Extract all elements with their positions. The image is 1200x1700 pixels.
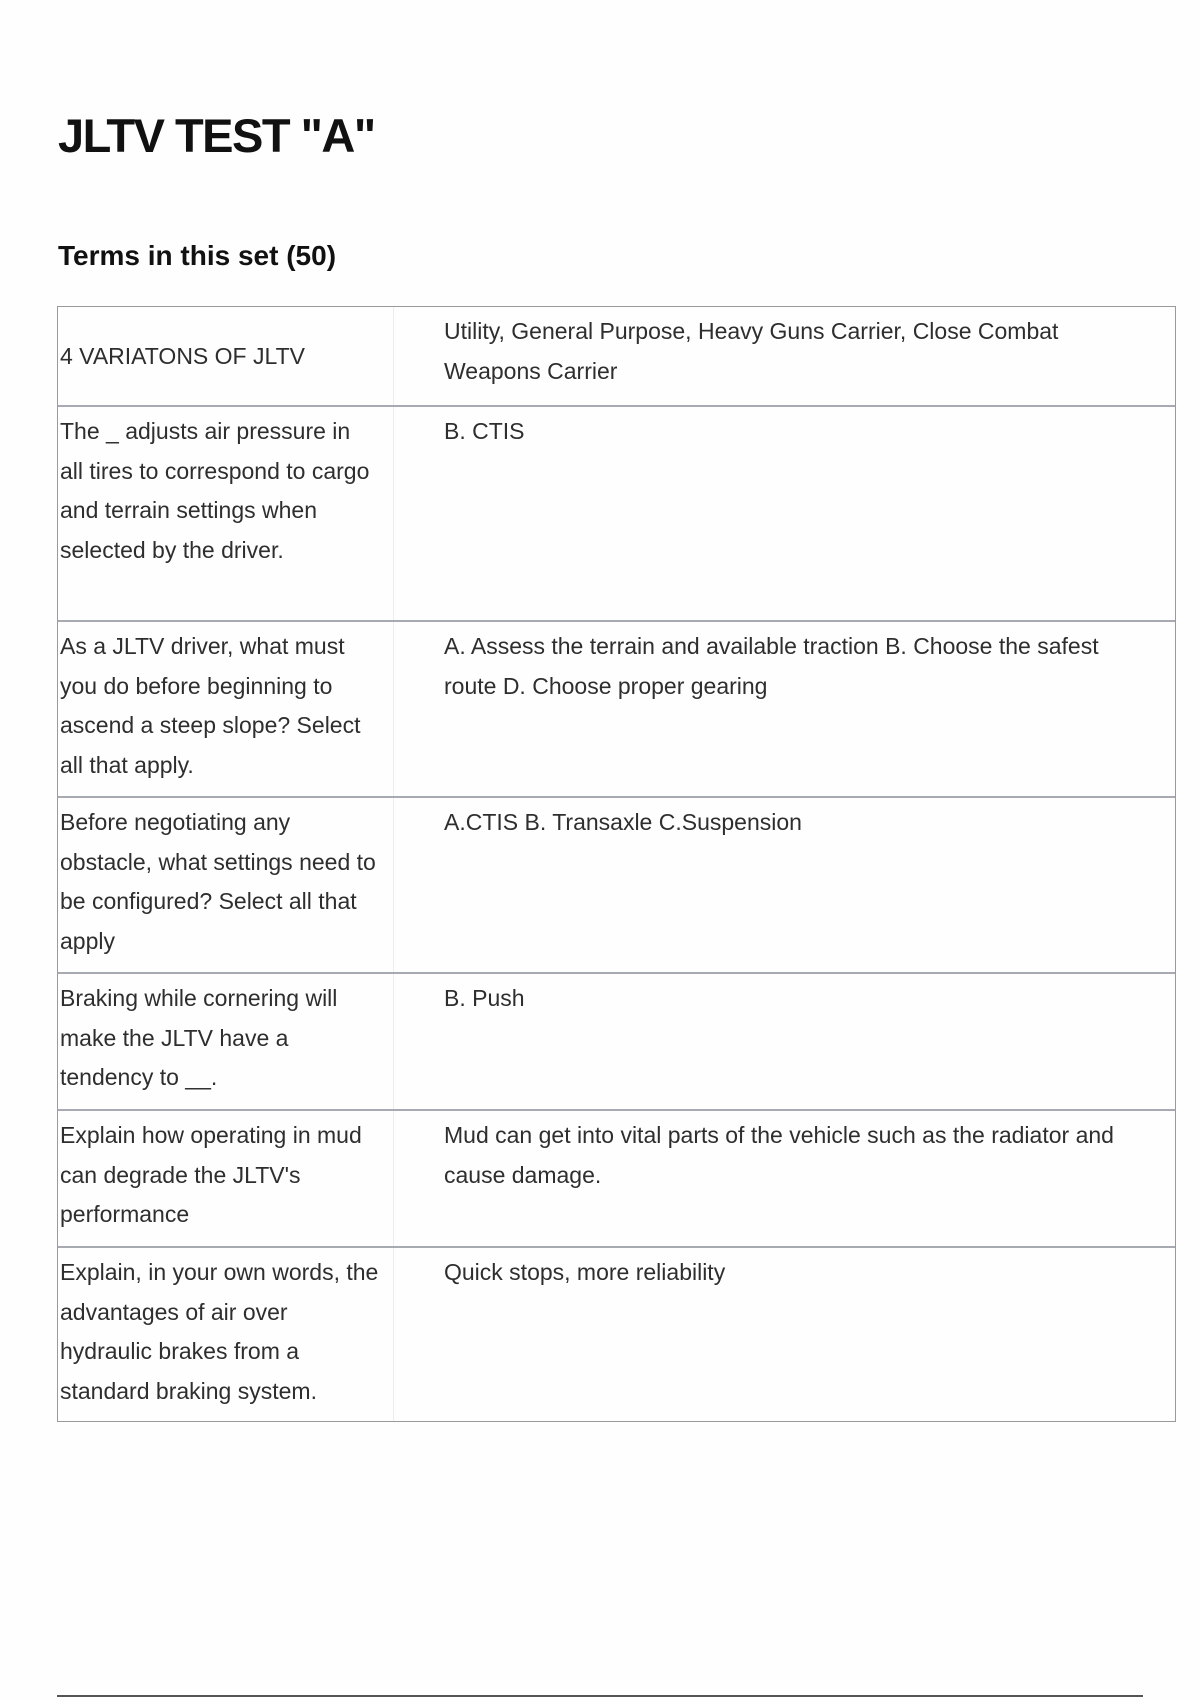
term-row[interactable] <box>58 972 1175 1109</box>
definition-text: Quick stops, more reliability <box>444 1259 726 1285</box>
term-text: The _ adjusts air pressure in all tires to correspond to cargo and terrain settings when selected by the driver. <box>58 407 394 620</box>
terms-count: ( 50 ) <box>278 240 336 271</box>
terms-set-heading-label: Terms in this set <box>58 240 279 271</box>
terms-set-heading <box>58 240 336 272</box>
term-text: 4 VARIATONS OF JLTV <box>58 307 394 405</box>
term-row[interactable] <box>58 620 1175 796</box>
term-row[interactable] <box>58 307 1175 405</box>
definition-text: B. CTIS <box>444 418 525 444</box>
page-title: JLTV TEST "A" <box>58 109 375 162</box>
term-text: Before negotiating any obstacle, what settings need to be configured? Select all that apply <box>58 798 394 972</box>
term-row[interactable] <box>58 796 1175 972</box>
term-text: Explain, in your own words, the advantages of air over hydraulic brakes from a standard braking system. <box>58 1248 394 1421</box>
term-text: Braking while cornering will make the JLTV have a tendency to __. <box>58 974 394 1109</box>
definition-text: Mud can get into vital parts of the vehicle such as the radiator and cause damage. <box>444 1122 1114 1188</box>
definition-text: A. Assess the terrain and available traction B. Choose the safest route D. Choose proper gearing <box>444 633 1099 699</box>
term-text: Explain how operating in mud can degrade the JLTV's performance <box>58 1111 394 1246</box>
term-row[interactable] <box>58 1246 1175 1421</box>
definition-text: A.CTIS B. Transaxle C.Suspension <box>444 809 802 835</box>
definition-text: Utility, General Purpose, Heavy Guns Carrier, Close Combat Weapons Carrier <box>444 318 1059 384</box>
terms-table <box>57 306 1176 1422</box>
bottom-divider <box>57 1695 1143 1697</box>
term-row[interactable] <box>58 405 1175 620</box>
term-text: As a JLTV driver, what must you do before beginning to ascend a steep slope? Select all that apply. <box>58 622 394 796</box>
definition-text: B. Push <box>444 985 525 1011</box>
term-row[interactable] <box>58 1109 1175 1246</box>
